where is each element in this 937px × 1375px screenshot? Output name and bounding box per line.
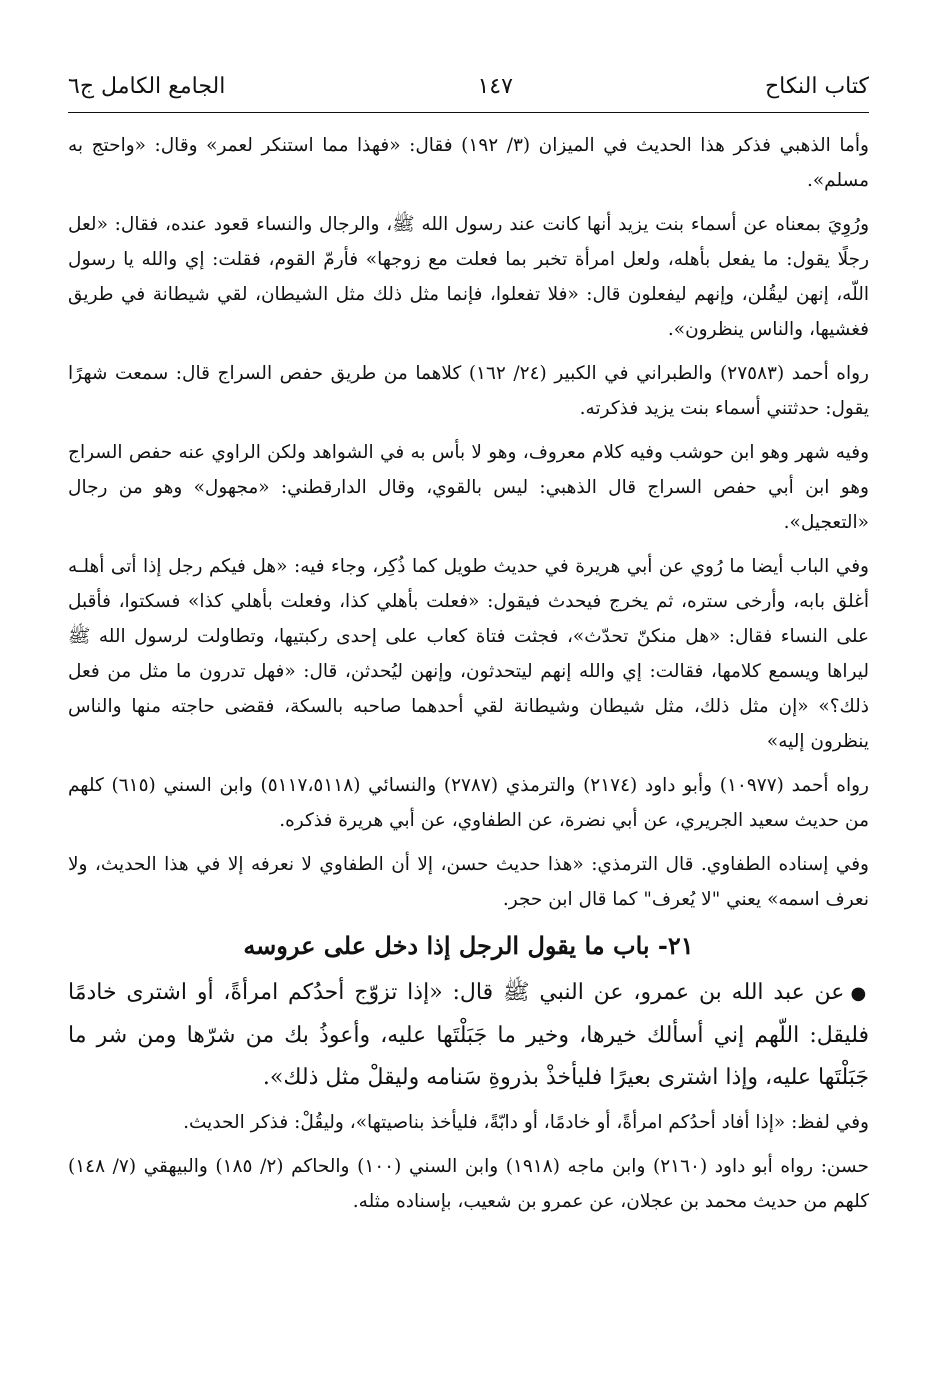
main-hadith (68, 972, 869, 1099)
paragraph-asma-hadith: ورُوِيَ بمعناه عن أسماء بنت يزيد أنها كانت عند رسول الله ﷺ، والرجال والنساء قعود عنده، فقال: «لعل رجلًا يقول: ما يفعل بأهله، ولعل امرأة تخبر بما فعلت مع زوجها» فأرمّ القوم، فقلت: إي والله يا رسول اللّه، إنهن ليقُلن، وإنهم ليفعلون قال: «فلا تفعلوا، فإنما مثل ذلك مثل الشيطان، لقي شيطانة في طريق فغشيها، والناس ينظرون». (68, 214, 869, 340)
running-header (68, 62, 869, 102)
paragraph-takhrij: رواه أحمد (١٠٩٧٧) وأبو داود (٢١٧٤) والترمذي (٢٧٨٧) والنسائي (٥١١٧،٥١١٨) وابن السني (٦١٥) كلهم من حديث سعيد الجريري، عن أبي نضرة، عن الطفاوي، عن أبي هريرة فذكره. (68, 775, 869, 831)
paragraph-ahmad-tabarani: رواه أحمد (٢٧٥٨٣) والطبراني في الكبير (٢٤/ ١٦٢) كلاهما من طريق حفص السراج قال: سمعت شهرًا يقول: حدثتني أسماء بنت يزيد فذكرته. (68, 363, 869, 419)
page-number: ١٤٧ (477, 74, 513, 99)
header-rule (68, 112, 869, 113)
paragraph-dhahabi: وأما الذهبي فذكر هذا الحديث في الميزان (٣/ ١٩٢) فقال: «فهذا مما استنكر لعمر» وقال: «واحتج به مسلم». (68, 135, 869, 191)
header-book-title: كتاب النكاح (764, 74, 869, 99)
main-hadith-text: عن عبد الله بن عمرو، عن النبي ﷺ قال: «إذا تزوّج أحدُكم امرأةً، أو اشترى خادمًا فليقل: اللّهم إني أسألك خيرها، وخير ما جَبَلْتَها عليه، وأعوذُ بك من شرّها ومن شر ما جَبَلْتَها عليه، وإذا اشترى بعيرًا فليأخذْ بذروةِ سَنامه وليقلْ مثل ذلك». (68, 980, 869, 1090)
bullet-icon: ● (850, 983, 869, 1004)
paragraph-shahr: وفيه شهر وهو ابن حوشب وفيه كلام معروف، وهو لا بأس به في الشواهد ولكن الراوي عنه حفص السراج وهو ابن أبي حفص السراج قال الذهبي: ليس بالقوي، وقال الدارقطني: «مجهول» وهو من رجال «التعجيل». (68, 442, 869, 533)
chapter-heading: ٢١- باب ما يقول الرجل إذا دخل على عروسه (243, 931, 694, 960)
paragraph-tufawi: وفي إسناده الطفاوي. قال الترمذي: «هذا حديث حسن، إلا أن الطفاوي لا نعرفه إلا في هذا الحديث، ولا نعرف اسمه» يعني "لا يُعرف" كما قال ابن حجر. (68, 854, 869, 910)
paragraph-abu-hurayra: وفي الباب أيضا ما رُوي عن أبي هريرة في حديث طويل كما ذُكِر، وجاء فيه: «هل فيكم رجل إذا أتى أهلـه أغلق بابه، وأرخى ستره، ثم يخرج فيحدث فيقول: «فعلت بأهلي كذا، وفعلت بأهلي كذا» فسكتوا، فأقبل على النساء فقال: «هل منكنّ تحدّث»، فجثت فتاة كعاب على إحدى ركبتيها، وتطاولت لرسول الله ﷺ ليراها ويسمع كلامها، فقالت: إي والله إنهم ليتحدثون، وإنهن ليُحدثن، قال: «فهل تدرون ما مثل من فعل ذلك؟» «إن مثل ذلك، مثل شيطان وشيطانة لقي أحدهما صاحبه بالسكة، فقضى حاجته منها والناس ينظرون إليه» (68, 556, 869, 752)
paragraph-grading: حسن: رواه أبو داود (٢١٦٠) وابن ماجه (١٩١٨) وابن السني (١٠٠) والحاكم (٢/ ١٨٥) والبيهقي (٧/ ١٤٨) كلهم من حديث محمد بن عجلان، عن عمرو بن شعيب، بإسناده مثله. (68, 1156, 869, 1212)
page-body (68, 128, 869, 1228)
header-volume-title: الجامع الكامل ج٦ (68, 74, 226, 99)
paragraph-other-wording: وفي لفظ: «إذا أفاد أحدُكم امرأةً، أو خادمًا، أو دابّةً، فليأخذ بناصيتها»، وليقُلْ: فذكر الحديث. (183, 1112, 869, 1133)
